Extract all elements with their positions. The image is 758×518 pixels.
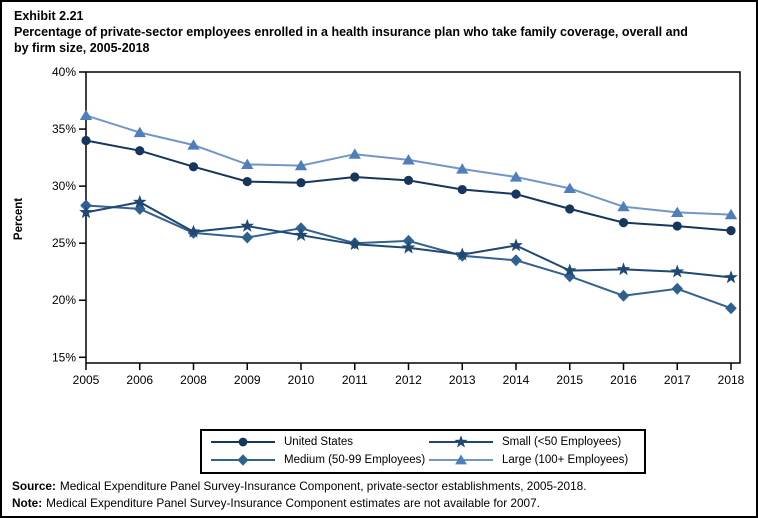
legend-item-large [428, 452, 636, 468]
legend-label: Small (<50 Employees) [502, 436, 622, 448]
series-large-100-employees [80, 110, 737, 220]
legend-label: United States [284, 436, 354, 448]
legend-item-united-states [210, 434, 428, 450]
circle-marker [673, 221, 682, 230]
plot-frame [86, 72, 740, 363]
x-tick-label: 2015 [556, 373, 584, 387]
diamond-marker [618, 290, 630, 302]
x-tick-label: 2006 [126, 373, 154, 387]
y-tick-label: 25% [51, 236, 76, 251]
y-tick-label: 30% [51, 179, 76, 194]
triangle-marker [80, 110, 92, 120]
x-tick-label: 2008 [180, 373, 207, 387]
series-line [86, 141, 731, 231]
star-marker [617, 262, 631, 275]
diamond-marker [241, 232, 253, 244]
note-line [12, 495, 752, 512]
x-tick-label: 2018 [717, 373, 745, 387]
x-tick-label: 2010 [287, 373, 315, 387]
legend-label: Large (100+ Employees) [502, 454, 629, 466]
chart-legend [200, 429, 646, 474]
star-marker [509, 238, 523, 251]
circle-marker [404, 176, 413, 185]
source-label: Source: [12, 479, 56, 493]
circle-marker [511, 190, 520, 199]
diamond-marker [672, 283, 684, 295]
series-medium-50-99-employees [80, 200, 737, 315]
y-axis-label: Percent [13, 197, 25, 241]
figure-title-line1: Percentage of private-sector employees enrolled in a health insurance plan who take family coverage, overall and [14, 25, 688, 39]
triangle-marker [349, 148, 361, 158]
diamond-marker [510, 254, 522, 266]
source-line [12, 478, 752, 495]
circle-marker [239, 438, 248, 447]
x-tick-label: 2005 [72, 373, 100, 387]
circle-marker [189, 162, 198, 171]
series-line [86, 115, 731, 214]
star-marker [670, 265, 684, 278]
star-marker-icon [428, 434, 494, 450]
note-text: Medical Expenditure Panel Survey-Insurance Component estimates are not available for 2007. [46, 495, 540, 510]
y-tick-label: 40% [51, 65, 76, 79]
star-marker [724, 270, 738, 283]
x-tick-label: 2014 [502, 373, 530, 387]
circle-marker [619, 218, 628, 227]
star-marker [240, 219, 254, 232]
x-tick-label: 2012 [395, 373, 422, 387]
diamond-marker [725, 302, 737, 314]
circle-marker [296, 178, 305, 187]
circle-marker [243, 177, 252, 186]
series-line [86, 206, 731, 309]
circle-marker [726, 226, 735, 235]
series-united-states [81, 136, 735, 235]
exhibit-number: Exhibit 2.21 [14, 9, 84, 23]
figure-title-line2: by firm size, 2005-2018 [14, 41, 150, 55]
legend-label: Medium (50-99 Employees) [284, 454, 426, 466]
legend-item-medium [210, 452, 428, 468]
x-tick-label: 2016 [610, 373, 637, 387]
circle-marker [458, 185, 467, 194]
circle-marker [81, 136, 90, 145]
circle-marker-icon [210, 434, 276, 450]
source-text: Medical Expenditure Panel Survey-Insurance Component, private-sector establishments, 2005-2018. [59, 479, 587, 493]
note-label: Note: [12, 495, 43, 510]
legend-item-small [428, 434, 636, 450]
x-tick-label: 2009 [233, 373, 261, 387]
diamond-marker-icon [210, 452, 276, 468]
x-tick-label: 2011 [341, 373, 368, 387]
circle-marker [565, 204, 574, 213]
x-tick-label: 2013 [448, 373, 476, 387]
star-marker [455, 435, 468, 447]
diamond-marker [238, 454, 249, 465]
y-tick-label: 15% [51, 350, 76, 365]
y-tick-label: 35% [51, 122, 76, 137]
triangle-marker-icon [428, 452, 494, 468]
y-tick-label: 20% [51, 293, 76, 308]
x-tick-label: 2017 [663, 373, 691, 387]
circle-marker [135, 146, 144, 155]
figure-footer [12, 478, 752, 511]
circle-marker [350, 172, 359, 181]
